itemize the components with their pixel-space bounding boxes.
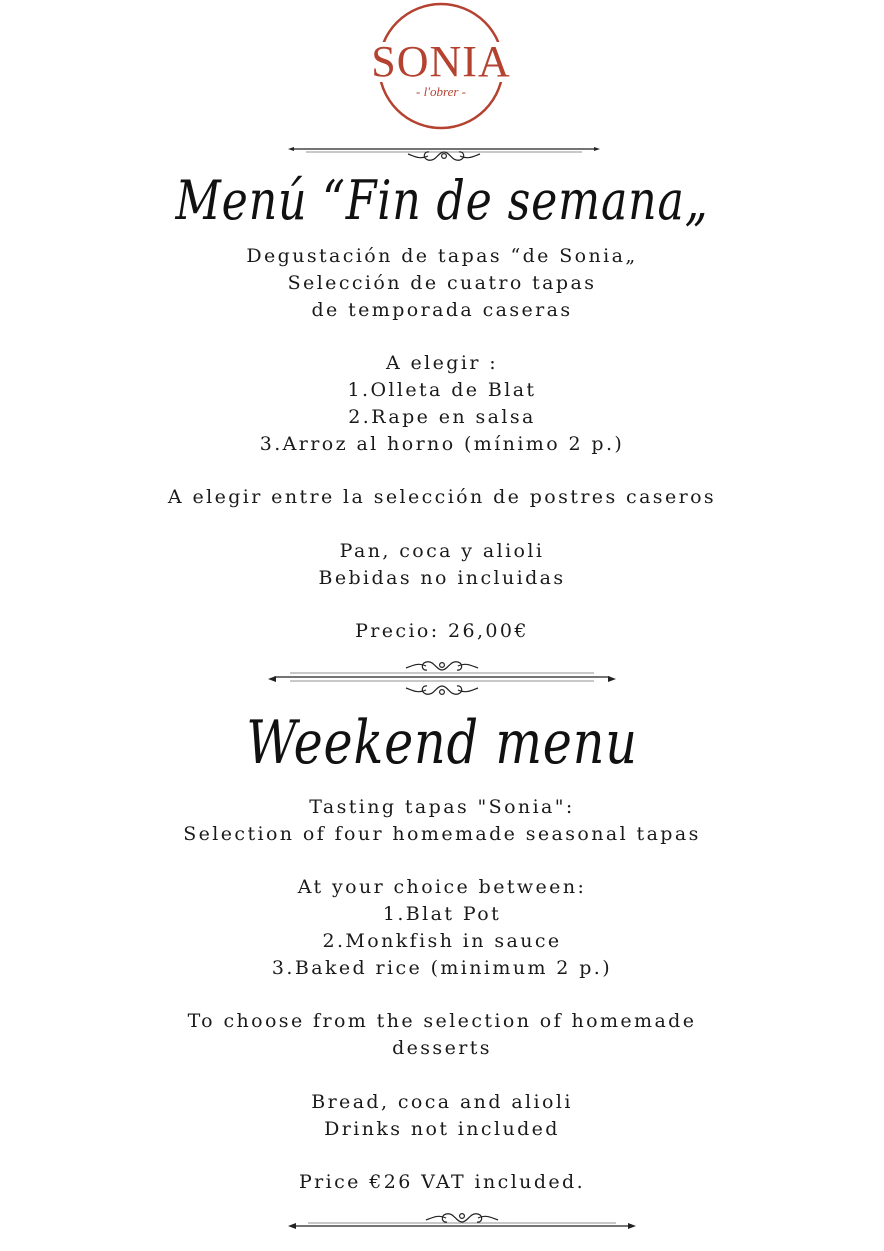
menu-line: At your choice between:: [297, 876, 587, 899]
menu-line: Pan, coca y alioli: [339, 539, 545, 562]
menu-line: 2.Monkfish in sauce: [322, 929, 562, 952]
ornament-divider-middle: [266, 654, 618, 704]
menu-line: Selección de cuatro tapas: [287, 271, 597, 294]
price-line: Precio: 26,00€: [355, 620, 529, 643]
menu-line: Drinks not included: [324, 1117, 560, 1140]
menu-line: Bebidas no incluidas: [318, 566, 566, 589]
spanish-menu-title: Menú “Fin de semana„: [175, 169, 709, 232]
ornament-divider-top: [286, 140, 602, 168]
menu-line: Bread, coca and alioli: [311, 1090, 573, 1113]
menu-line: Degustación de tapas “de Sonia„: [246, 245, 638, 267]
menu-line: To choose from the selection of homemade: [187, 1010, 697, 1033]
logo-tagline: - l'obrer -: [416, 84, 466, 99]
menu-line: 3.Baked rice (minimum 2 p.): [271, 956, 613, 979]
menu-line: [0, 323, 884, 350]
menu-line: desserts: [392, 1037, 492, 1060]
menu-line: [0, 1142, 884, 1169]
menu-line: [0, 591, 884, 618]
menu-line: 3.Arroz al horno (mínimo 2 p.): [259, 432, 625, 455]
menu-line: [0, 848, 884, 875]
menu-line: 2.Rape en salsa: [348, 405, 536, 428]
menu-line: [0, 457, 884, 484]
menu-line: 1.Olleta de Blat: [347, 378, 537, 401]
menu-line: Selection of four homemade seasonal tapas: [183, 822, 701, 845]
english-menu-title: Weekend menu: [246, 708, 638, 778]
menu-line: [0, 1062, 884, 1089]
spanish-menu-body: [0, 243, 884, 645]
menu-line: 1.Blat Pot: [382, 903, 502, 926]
menu-line: Tasting tapas "Sonia":: [309, 796, 575, 818]
price-line: Price €26 VAT included.: [298, 1171, 586, 1194]
logo-brand: SONIA: [371, 37, 511, 86]
menu-line: A elegir entre la selección de postres caseros: [167, 486, 717, 509]
menu-line: [0, 511, 884, 538]
ornament-divider-bottom: [286, 1206, 638, 1236]
english-menu-body: [0, 794, 884, 1196]
menu-line: A elegir :: [385, 352, 499, 375]
sonia-logo: [356, 0, 526, 132]
menu-line: de temporada caseras: [311, 298, 573, 321]
menu-line: [0, 982, 884, 1009]
